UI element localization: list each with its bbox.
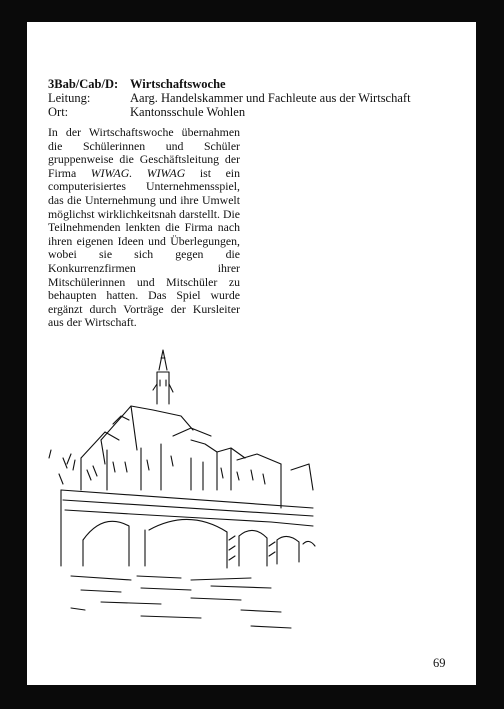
header-block bbox=[48, 77, 411, 119]
leitung-value: Aarg. Handelskammer und Fachleute aus der Wirtschaft bbox=[130, 91, 411, 105]
ort-value: Kantonsschule Wohlen bbox=[130, 105, 246, 119]
ort-row bbox=[48, 105, 411, 119]
page-title: Wirtschaftswoche bbox=[130, 77, 226, 91]
leitung-row bbox=[48, 91, 411, 105]
ort-label: Ort: bbox=[48, 105, 69, 119]
leitung-label: Leitung: bbox=[48, 91, 91, 105]
classes-label: 3Bab/Cab/D: bbox=[48, 77, 119, 91]
town-bridge-sketch-icon bbox=[41, 340, 321, 640]
page-number: 69 bbox=[433, 656, 446, 670]
body-text-part1: In der Wirtschaftswoche übernahmen die Schülerinnen und Schüler gruppenweise die Geschäftsleitung der Firma bbox=[48, 125, 240, 180]
title-row bbox=[48, 77, 411, 91]
firm-name: WIWAG. WIWAG bbox=[90, 165, 186, 180]
body-paragraph bbox=[48, 126, 240, 330]
document-page bbox=[27, 22, 476, 685]
body-text-part2: ist ein computerisiertes Unternehmensspiel, das die Unternehmung und ihre Umwelt möglichst wirklichkeitsnah darstellt. Die Teilnehmenden lenkten die Firma nach ihren eigenen Ideen und Überlegungen, wobei sie sich gegen die Konkurrenzfirmen ihrer Mitschülerinnen und Mitschüler zu behaupten hatten. Das Spiel wurde ergänzt durch Vorträge der Kursleiter aus der Wirtschaft. bbox=[48, 165, 240, 330]
